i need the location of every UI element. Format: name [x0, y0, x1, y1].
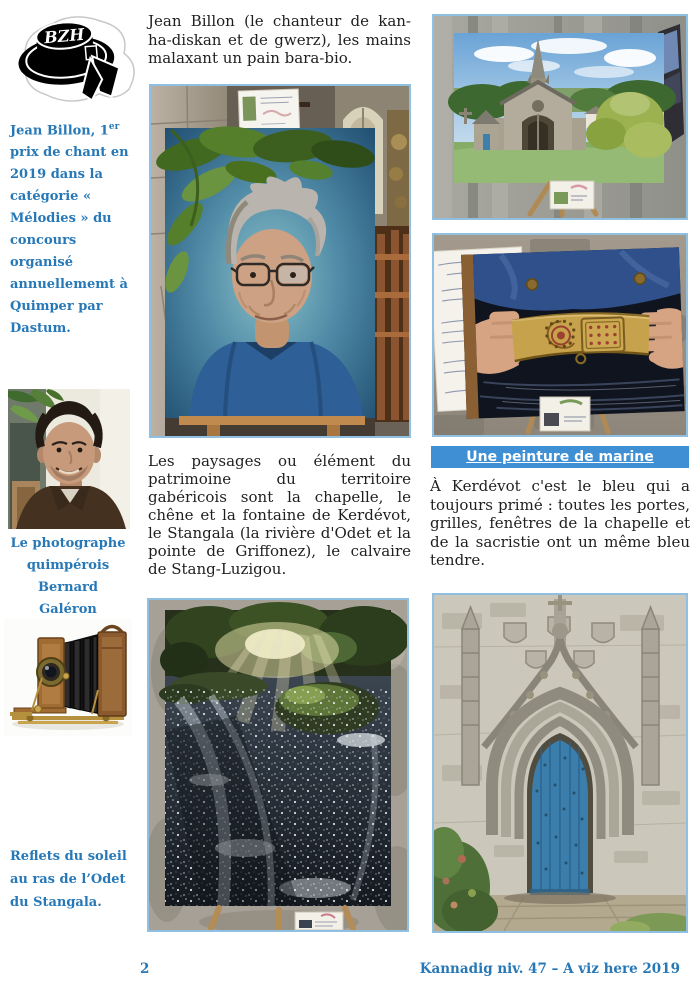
caption-stangala-reflections: Reflets du soleil au ras de l’Odet du Stangala.	[10, 849, 127, 910]
bellows-camera-illustration	[4, 618, 132, 736]
chapel-on-easel-illustration	[434, 16, 686, 218]
logo-text: BZH	[43, 24, 86, 48]
caption-photographer: Le photographe quimpérois Bernard Galéron	[10, 536, 126, 617]
bzh-hat-logo	[6, 6, 136, 106]
photo-antique-camera	[4, 618, 132, 736]
caption-jean-billon-prize	[10, 116, 134, 340]
photo-blue-door-portal	[432, 593, 688, 933]
landscapes-paragraph: Les paysages ou élément du patrimoine du territoire gabéricois sont la chapelle, le chêne et la fontaine de Kerdévot, le Stangala (la rivière d'Odet et la pointe de Griffonez), le calvaire de Stang-Luzigou.	[148, 452, 411, 578]
ordinal-suffix: er	[108, 122, 120, 132]
river-on-easel-illustration	[149, 600, 407, 930]
issue-label: Kannadig niv. 47 – A viz here 2019	[419, 961, 680, 977]
gothic-portal-illustration	[434, 595, 686, 931]
breton-hat-icon	[6, 6, 136, 106]
caption-text: Jean Billon, 1	[10, 123, 109, 139]
banner-title: Une peinture de marine	[466, 449, 654, 465]
intro-paragraph: Jean Billon (le chanteur de kan-ha-diskan et de gwerz), les mains malaxant un pain bara-bio.	[148, 12, 411, 67]
portrait-on-easel-illustration	[151, 86, 409, 436]
photo-kerdevot-chapel	[432, 14, 688, 220]
photo-breton-belt	[432, 233, 688, 437]
page-number: 2	[140, 961, 150, 977]
info-card	[540, 397, 590, 431]
info-card	[550, 181, 594, 209]
page-footer	[140, 961, 680, 977]
photo-stangala-river	[147, 598, 409, 932]
photo-jean-billon-portrait	[149, 84, 411, 438]
photographer-portrait-illustration	[8, 389, 130, 529]
caption-text: prix de chant en 2019 dans la catégorie « Mélodies » du concours organisé annuellememt à Quimper par Dastum.	[10, 145, 129, 337]
belt-on-easel-illustration	[434, 235, 686, 435]
belt-print	[461, 247, 685, 419]
info-card	[295, 912, 343, 930]
photo-bernard-galeron	[8, 389, 130, 529]
section-banner-marine	[431, 446, 689, 468]
info-card	[238, 89, 299, 133]
easel	[165, 416, 375, 436]
marine-paragraph: À Kerdévot c'est le bleu qui a toujours primé : toutes les portes, grilles, fenêtres de la chapelle et de la sacristie ont un même bleu tendre.	[430, 477, 690, 569]
